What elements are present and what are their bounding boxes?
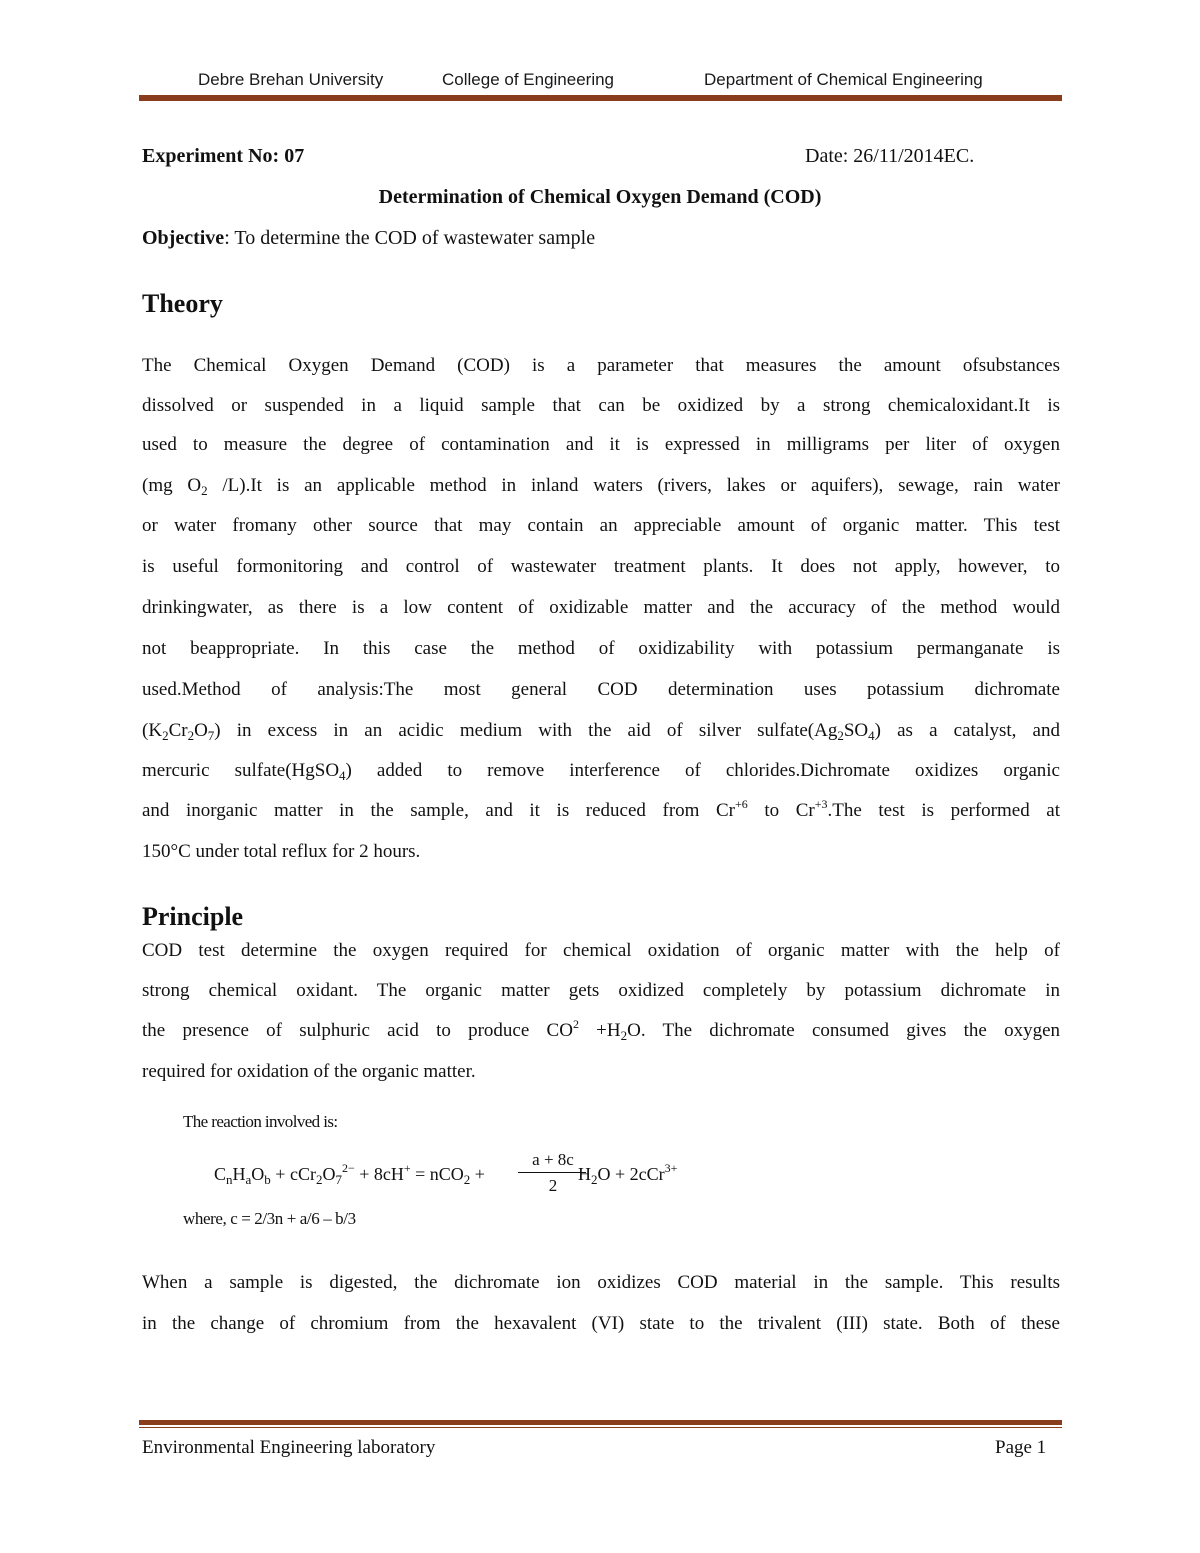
principle-line: in the change of chromium from the hexavalent (VI) state to the trivalent (III) state. Both of these [142,1313,1060,1334]
theory-line: drinkingwater, as there is a low content of oxidizable matter and the accuracy of the method would [142,597,1060,618]
theory-line: 150°C under total reflux for 2 hours. [142,841,421,862]
theory-line: is useful formonitoring and control of wastewater treatment plants. It does not apply, however, to [142,556,1060,577]
reaction-equation: $C_nH_aO_b + cCr_2O_7^{2-} + 8cH^+ = nCO_2$ + [214,1161,485,1187]
experiment-title: Determination of Chemical Oxygen Demand (COD) [378,186,822,208]
experiment-number: Experiment No: 07 [142,145,305,167]
principle-line: When a sample is digested, the dichromate ion oxidizes COD material in the sample. This results [142,1272,1060,1293]
principle-line: strong chemical oxidant. The organic matter gets oxidized completely by potassium dichromate in [142,980,1060,1001]
theory-line: and inorganic matter in the sample, and it is reduced from $Cr^{+6}$ to $Cr^{+3}.The$ test is performed at [142,797,1061,821]
fraction-denominator: 2 [548,1176,558,1195]
reaction-intro: The reaction involved is: [183,1112,338,1131]
fraction-numerator: a + 8c [532,1150,574,1169]
principle-line: required for oxidation of the organic matter. [142,1061,476,1082]
theory-line: used.Method of analysis:The most general COD determination uses potassium dichromate [142,679,1060,700]
footer-rule [139,1420,1062,1425]
objective-text: : To determine the COD of wastewater sample [224,227,596,249]
header-department: Department of Chemical Engineering [704,70,983,89]
theory-line: mercuric sulfate(HgSO$_4$) added to remove interference of chlorides.Dichromate oxidizes organic [142,760,1060,783]
principle-line: COD test determine the oxygen required for chemical oxidation of organic matter with the help of [142,940,1060,961]
theory-line: $(K_2Cr_2O_7)$ in excess in an acidic medium with the aid of silver $sulfate(Ag_2SO_4)$ as a catalyst, and [142,720,1060,743]
experiment-date: Date: 26/11/2014EC. [805,145,975,167]
footer-course: Environmental Engineering laboratory [142,1437,436,1458]
theory-line: The Chemical Oxygen Demand (COD) is a parameter that measures the amount ofsubstances [142,355,1060,376]
reaction-products: $H_2O + 2cCr^{3+}$ [578,1161,678,1187]
principle-line: the presence of sulphuric acid to produce $CO^2 +H_2O$. The dichromate consumed gives the oxygen [142,1017,1061,1043]
theory-line: dissolved or suspended in a liquid sample that can be oxidized by a strong chemicaloxidant.It is [142,395,1060,416]
theory-line: not beappropriate. In this case the method of oxidizability with potassium permanganate is [142,638,1060,659]
principle-heading: Principle [142,902,244,931]
theory-line: or water fromany other source that may contain an appreciable amount of organic matter. This test [142,515,1060,536]
objective [142,227,595,250]
objective-label: Objective [142,227,225,249]
reaction-where: where, c = 2/3n + a/6 – b/3 [183,1209,356,1228]
theory-heading: Theory [142,289,223,318]
fraction-bar [518,1172,586,1173]
footer-rule-thin [139,1427,1062,1428]
header-university: Debre Brehan University [198,70,384,89]
theory-line: (mg $O_2$ /L).It is an applicable method in inland waters (rivers, lakes or aquifers), sewage, rain water [142,475,1060,498]
header-rule [139,95,1062,101]
theory-line: used to measure the degree of contamination and it is expressed in milligrams per liter of oxygen [142,434,1060,455]
footer-page-number: Page 1 [995,1437,1047,1458]
header-college: College of Engineering [442,70,615,89]
